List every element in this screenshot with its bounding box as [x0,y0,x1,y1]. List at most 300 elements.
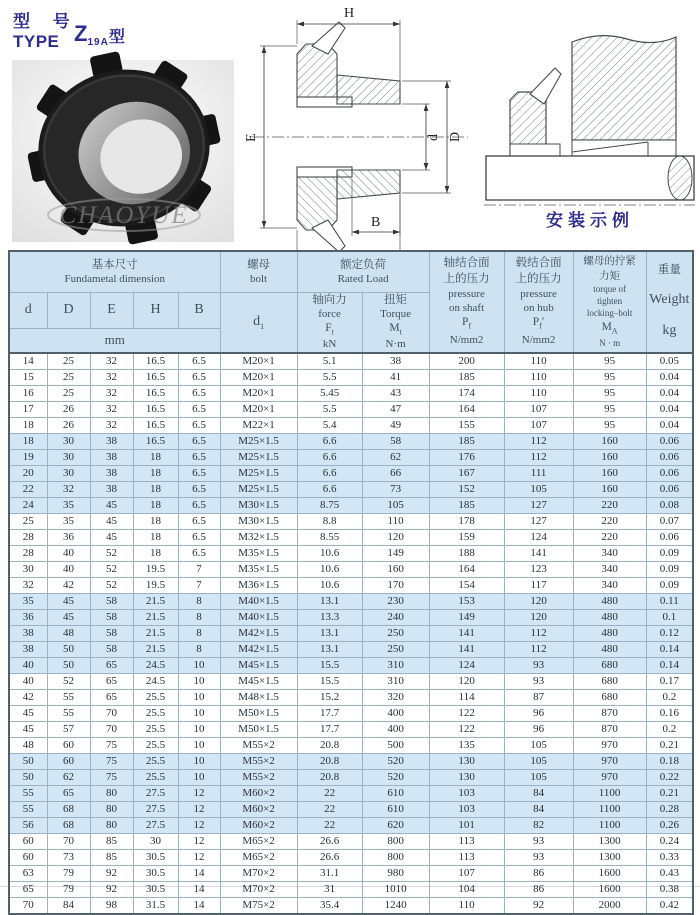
cell-torque: 320 [362,689,429,705]
cell-d: 40 [9,657,47,673]
cell-d: 22 [9,481,47,497]
cell-pressure-shaft: 130 [429,753,504,769]
cell-thread: M55×2 [220,737,297,753]
cell-H: 25.5 [133,769,178,785]
cell-torque: 160 [362,561,429,577]
cell-H: 24.5 [133,673,178,689]
cell-torque: 66 [362,465,429,481]
cell-E: 58 [90,625,133,641]
cell-pressure-hub: 110 [504,369,573,385]
cell-pressure-shaft: 107 [429,865,504,881]
table-row [9,689,693,705]
page-title [13,13,79,51]
title-english: TYPE [13,31,60,51]
cell-B: 8 [178,593,220,609]
cell-pressure-shaft: 103 [429,785,504,801]
cell-axial-force: 17.7 [297,721,362,737]
cell-tightening-torque: 160 [573,449,646,465]
cell-E: 52 [90,561,133,577]
cell-tightening-torque: 1100 [573,817,646,833]
spec-table [8,250,694,915]
table-row [9,705,693,721]
cell-axial-force: 20.8 [297,737,362,753]
cell-pressure-shaft: 101 [429,817,504,833]
cell-D: 42 [47,577,90,593]
cell-pressure-hub: 112 [504,433,573,449]
cell-pressure-hub: 93 [504,833,573,849]
cell-d: 50 [9,753,47,769]
cell-thread: M45×1.5 [220,657,297,673]
table-row [9,769,693,785]
table-row [9,385,693,401]
cell-weight: 0.05 [646,353,693,370]
cell-thread: M30×1.5 [220,497,297,513]
cell-D: 65 [47,785,90,801]
cell-E: 38 [90,481,133,497]
table-row [9,497,693,513]
cell-pressure-shaft: 185 [429,433,504,449]
cell-B: 6.5 [178,385,220,401]
cell-E: 65 [90,673,133,689]
cell-thread: M60×2 [220,785,297,801]
nut-section-half [260,20,451,107]
cell-tightening-torque: 680 [573,673,646,689]
cell-torque: 120 [362,529,429,545]
cell-pressure-shaft: 104 [429,881,504,897]
cell-torque: 520 [362,769,429,785]
cell-axial-force: 31 [297,881,362,897]
cell-D: 50 [47,657,90,673]
cell-H: 31.5 [133,897,178,914]
cell-tightening-torque: 160 [573,481,646,497]
cell-torque: 400 [362,705,429,721]
cell-E: 92 [90,881,133,897]
cell-H: 25.5 [133,737,178,753]
cell-E: 45 [90,513,133,529]
cell-torque: 170 [362,577,429,593]
cell-pressure-shaft: 188 [429,545,504,561]
cell-thread: M60×2 [220,801,297,817]
cell-weight: 0.04 [646,385,693,401]
cell-pressure-shaft: 154 [429,577,504,593]
cell-D: 25 [47,385,90,401]
cell-torque: 1010 [362,881,429,897]
cell-B: 6.5 [178,497,220,513]
cell-D: 40 [47,545,90,561]
cell-E: 38 [90,449,133,465]
cell-B: 10 [178,705,220,721]
cell-axial-force: 13.1 [297,593,362,609]
cell-tightening-torque: 1600 [573,865,646,881]
cell-E: 52 [90,577,133,593]
cell-torque: 230 [362,593,429,609]
cell-d: 14 [9,353,47,370]
cell-axial-force: 5.5 [297,401,362,417]
cell-D: 57 [47,721,90,737]
cell-B: 12 [178,785,220,801]
model-designation [74,21,125,47]
cell-pressure-shaft: 124 [429,657,504,673]
cell-pressure-shaft: 122 [429,721,504,737]
header-col-D: D [47,293,90,329]
cell-d: 18 [9,433,47,449]
cell-B: 6.5 [178,433,220,449]
cell-D: 45 [47,593,90,609]
cell-d: 60 [9,849,47,865]
cell-d: 55 [9,801,47,817]
cell-H: 18 [133,465,178,481]
table-row [9,593,693,609]
cell-B: 12 [178,833,220,849]
cell-B: 6.5 [178,529,220,545]
cell-pressure-shaft: 174 [429,385,504,401]
table-row [9,657,693,673]
cell-weight: 0.04 [646,417,693,433]
cell-weight: 0.07 [646,513,693,529]
cell-D: 36 [47,529,90,545]
table-row [9,529,693,545]
header-col-d1: $d_1$ [220,293,297,353]
cell-pressure-hub: 120 [504,609,573,625]
cell-H: 25.5 [133,705,178,721]
cell-E: 58 [90,593,133,609]
cell-weight: 0.38 [646,881,693,897]
cell-axial-force: 6.6 [297,449,362,465]
cell-pressure-shaft: 176 [429,449,504,465]
cell-pressure-hub: 141 [504,545,573,561]
cell-thread: M25×1.5 [220,465,297,481]
cell-weight: 0.24 [646,833,693,849]
cell-d: 70 [9,897,47,914]
cell-B: 10 [178,769,220,785]
table-row [9,449,693,465]
cell-H: 16.5 [133,417,178,433]
cell-pressure-hub: 105 [504,481,573,497]
table-row [9,897,693,914]
cell-axial-force: 13.1 [297,641,362,657]
cell-thread: M20×1 [220,401,297,417]
cell-torque: 105 [362,497,429,513]
cell-weight: 0.1 [646,609,693,625]
cell-axial-force: 8.75 [297,497,362,513]
header-tightening-torque: 螺母的拧紧 力矩 torque of tighten locking–bolt $M_A$ N · m [573,251,646,353]
cell-E: 32 [90,401,133,417]
cell-tightening-torque: 970 [573,737,646,753]
cell-axial-force: 13.1 [297,625,362,641]
cell-d: 36 [9,609,47,625]
cell-axial-force: 6.6 [297,433,362,449]
cell-pressure-shaft: 185 [429,369,504,385]
cell-torque: 800 [362,849,429,865]
cell-weight: 0.11 [646,593,693,609]
cell-pressure-hub: 82 [504,817,573,833]
cell-thread: M35×1.5 [220,561,297,577]
cell-d: 40 [9,673,47,689]
cell-H: 16.5 [133,353,178,370]
cell-B: 10 [178,753,220,769]
cell-torque: 49 [362,417,429,433]
cell-pressure-hub: 93 [504,849,573,865]
table-row [9,481,693,497]
dimension-d [426,104,441,170]
table-row [9,785,693,801]
cell-thread: M32×1.5 [220,529,297,545]
cell-pressure-shaft: 164 [429,401,504,417]
cell-H: 18 [133,545,178,561]
cell-pressure-hub: 124 [504,529,573,545]
cell-tightening-torque: 95 [573,353,646,370]
cell-axial-force: 26.6 [297,849,362,865]
cell-H: 18 [133,529,178,545]
cell-torque: 980 [362,865,429,881]
shaft [486,156,694,200]
cell-pressure-hub: 96 [504,721,573,737]
table-row [9,673,693,689]
cell-thread: M30×1.5 [220,513,297,529]
cell-torque: 58 [362,433,429,449]
cell-thread: M20×1 [220,369,297,385]
cell-D: 70 [47,833,90,849]
cell-E: 80 [90,785,133,801]
cell-tightening-torque: 95 [573,417,646,433]
cell-H: 30.5 [133,881,178,897]
cell-torque: 250 [362,641,429,657]
cell-H: 16.5 [133,369,178,385]
cell-B: 7 [178,577,220,593]
cell-H: 19.5 [133,561,178,577]
cell-thread: M55×2 [220,769,297,785]
cell-pressure-hub: 117 [504,577,573,593]
cell-d: 15 [9,369,47,385]
model-suffix: 型 [108,29,125,46]
cell-torque: 310 [362,657,429,673]
cell-E: 80 [90,801,133,817]
cell-pressure-hub: 123 [504,561,573,577]
cell-tightening-torque: 680 [573,657,646,673]
cell-B: 8 [178,641,220,657]
cell-B: 6.5 [178,353,220,370]
cell-d: 60 [9,833,47,849]
header-col-H: H [133,293,178,329]
cell-pressure-shaft: 114 [429,689,504,705]
cell-B: 10 [178,721,220,737]
cell-tightening-torque: 95 [573,369,646,385]
cell-H: 18 [133,513,178,529]
cell-tightening-torque: 870 [573,721,646,737]
cell-d: 32 [9,577,47,593]
cell-d: 38 [9,625,47,641]
cell-pressure-shaft: 167 [429,465,504,481]
cell-tightening-torque: 1600 [573,881,646,897]
cell-tightening-torque: 220 [573,513,646,529]
cell-axial-force: 6.6 [297,481,362,497]
header-col-torque: 扭矩 Torque $M_t$ N·m [362,293,429,353]
table-row [9,641,693,657]
cell-axial-force: 22 [297,817,362,833]
cell-axial-force: 15.2 [297,689,362,705]
table-row [9,737,693,753]
cell-weight: 0.14 [646,657,693,673]
cell-pressure-hub: 93 [504,673,573,689]
svg-text:d: d [426,134,441,141]
cell-weight: 0.22 [646,769,693,785]
cell-D: 73 [47,849,90,865]
cell-thread: M50×1.5 [220,721,297,737]
cell-pressure-hub: 96 [504,705,573,721]
dimension-D [447,81,463,193]
cell-axial-force: 17.7 [297,705,362,721]
cell-pressure-shaft: 153 [429,593,504,609]
header-col-B: B [178,293,220,329]
cell-B: 14 [178,897,220,914]
cell-E: 75 [90,753,133,769]
cell-pressure-shaft: 110 [429,897,504,914]
cell-d: 38 [9,641,47,657]
cell-H: 25.5 [133,753,178,769]
table-row [9,353,693,370]
cell-thread: M65×2 [220,833,297,849]
cell-weight: 0.04 [646,401,693,417]
cell-pressure-hub: 105 [504,769,573,785]
product-photo [12,60,234,242]
photo-watermark: CHAOYUE [59,202,189,229]
table-row [9,545,693,561]
cell-d: 28 [9,545,47,561]
cell-tightening-torque: 160 [573,465,646,481]
table-row [9,369,693,385]
cell-axial-force: 5.45 [297,385,362,401]
cell-d: 20 [9,465,47,481]
cell-E: 32 [90,417,133,433]
cell-pressure-shaft: 149 [429,609,504,625]
cell-torque: 620 [362,817,429,833]
cell-E: 32 [90,353,133,370]
cell-pressure-hub: 105 [504,737,573,753]
cell-d: 30 [9,561,47,577]
cell-B: 10 [178,673,220,689]
cell-pressure-shaft: 200 [429,353,504,370]
cell-pressure-hub: 107 [504,401,573,417]
cell-pressure-shaft: 164 [429,561,504,577]
cell-E: 58 [90,609,133,625]
cell-weight: 0.21 [646,785,693,801]
cell-thread: M40×1.5 [220,593,297,609]
cell-weight: 0.16 [646,705,693,721]
cell-D: 45 [47,609,90,625]
cell-pressure-hub: 84 [504,801,573,817]
cell-weight: 0.06 [646,481,693,497]
cell-thread: M20×1 [220,385,297,401]
cell-axial-force: 8.8 [297,513,362,529]
cell-thread: M40×1.5 [220,609,297,625]
cell-D: 84 [47,897,90,914]
header-col-E: E [90,293,133,329]
cell-H: 16.5 [133,385,178,401]
cell-axial-force: 8.55 [297,529,362,545]
table-row [9,513,693,529]
cell-H: 30 [133,833,178,849]
svg-text:E: E [244,133,259,142]
svg-text:H: H [344,6,355,21]
cell-tightening-torque: 1300 [573,849,646,865]
cell-D: 25 [47,353,90,370]
cell-axial-force: 10.6 [297,577,362,593]
cell-B: 12 [178,817,220,833]
cell-B: 6.5 [178,369,220,385]
cell-E: 70 [90,705,133,721]
table-row [9,801,693,817]
cell-d: 17 [9,401,47,417]
cell-axial-force: 5.4 [297,417,362,433]
cell-weight: 0.06 [646,529,693,545]
cell-D: 60 [47,753,90,769]
cell-E: 92 [90,865,133,881]
cell-d: 35 [9,593,47,609]
cell-tightening-torque: 95 [573,401,646,417]
cell-E: 32 [90,385,133,401]
cell-D: 62 [47,769,90,785]
cell-B: 12 [178,849,220,865]
cell-tightening-torque: 1300 [573,833,646,849]
spec-table-body [9,353,693,914]
cell-d: 16 [9,385,47,401]
cell-pressure-shaft: 113 [429,849,504,865]
cell-tightening-torque: 340 [573,545,646,561]
header-bolt-group: 螺母 bolt [220,251,297,293]
cell-d: 55 [9,785,47,801]
cell-H: 27.5 [133,785,178,801]
cell-pressure-hub: 86 [504,881,573,897]
cell-B: 6.5 [178,545,220,561]
cell-B: 6.5 [178,513,220,529]
cell-d: 25 [9,513,47,529]
header-weight: 重量 Weight kg [646,251,693,353]
cell-B: 14 [178,881,220,897]
cell-H: 18 [133,481,178,497]
cell-tightening-torque: 220 [573,529,646,545]
cell-tightening-torque: 480 [573,609,646,625]
cell-D: 30 [47,449,90,465]
cell-H: 18 [133,449,178,465]
washer-plate [510,144,560,156]
cell-E: 75 [90,769,133,785]
cell-pressure-hub: 110 [504,385,573,401]
cell-D: 26 [47,417,90,433]
table-row [9,401,693,417]
cell-pressure-shaft: 103 [429,801,504,817]
cell-pressure-shaft: 130 [429,769,504,785]
cell-axial-force: 10.6 [297,545,362,561]
cell-D: 40 [47,561,90,577]
cell-weight: 0.33 [646,849,693,865]
cell-B: 10 [178,689,220,705]
cell-H: 30.5 [133,865,178,881]
cell-tightening-torque: 680 [573,689,646,705]
cell-d: 56 [9,817,47,833]
dimension-H [297,6,400,24]
cell-D: 26 [47,401,90,417]
cell-pressure-shaft: 155 [429,417,504,433]
cell-D: 52 [47,673,90,689]
cell-B: 6.5 [178,401,220,417]
cell-tightening-torque: 340 [573,577,646,593]
cell-weight: 0.08 [646,497,693,513]
cell-weight: 0.21 [646,737,693,753]
cell-B: 10 [178,657,220,673]
cell-axial-force: 5.1 [297,353,362,370]
cell-H: 21.5 [133,609,178,625]
title-chinese: 型 号 [13,12,79,31]
